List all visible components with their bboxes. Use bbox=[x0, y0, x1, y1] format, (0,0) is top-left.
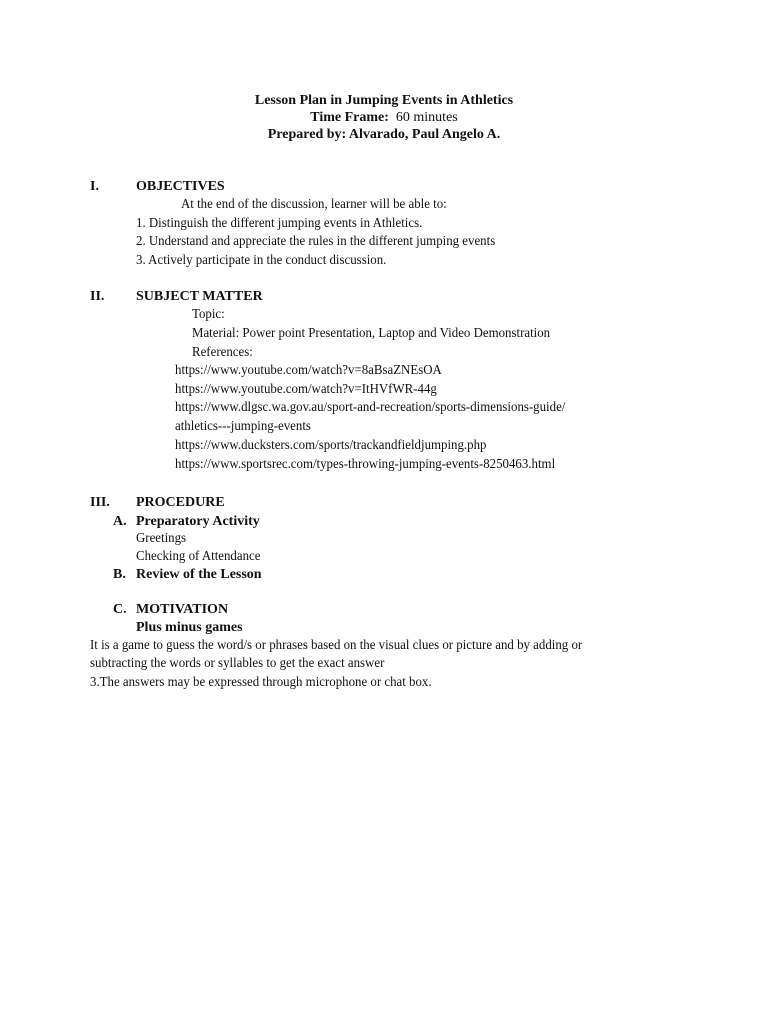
objectives-numeral: I. bbox=[90, 179, 99, 194]
procedure-c-description-3: 3.The answers may be expressed through microphone or chat box. bbox=[90, 675, 432, 690]
objective-item-2: 2. Understand and appreciate the rules in the different jumping events bbox=[136, 234, 496, 249]
subject-matter-numeral: II. bbox=[90, 289, 105, 304]
reference-link-1: https://www.youtube.com/watch?v=8aBsaZNEsOA bbox=[175, 363, 442, 378]
topic-line: Topic: bbox=[192, 307, 225, 322]
time-frame-label: Time Frame: bbox=[310, 110, 389, 125]
procedure-c-title: MOTIVATION bbox=[136, 602, 229, 617]
objectives-intro: At the end of the discussion, learner will be able to: bbox=[181, 197, 447, 212]
time-frame bbox=[0, 109, 768, 127]
procedure-a-item-1: Greetings bbox=[136, 531, 187, 546]
procedure-numeral: III. bbox=[90, 495, 110, 510]
procedure-heading: PROCEDURE bbox=[136, 495, 225, 510]
procedure-c-description-2: subtracting the words or syllables to get the exact answer bbox=[90, 656, 385, 671]
procedure-c-description-1: It is a game to guess the word/s or phrases based on the visual clues or picture and by adding or bbox=[90, 638, 583, 653]
reference-link-4: https://www.ducksters.com/sports/trackandfieldjumping.php bbox=[175, 438, 487, 453]
procedure-a-letter: A. bbox=[113, 514, 127, 529]
objective-item-3: 3. Actively participate in the conduct discussion. bbox=[136, 253, 387, 268]
reference-link-3: https://www.dlgsc.wa.gov.au/sport-and-recreation/sports-dimensions-guide/ bbox=[175, 400, 566, 415]
procedure-c-letter: C. bbox=[113, 602, 127, 617]
procedure-b-title: Review of the Lesson bbox=[136, 567, 262, 582]
reference-link-5: https://www.sportsrec.com/types-throwing-jumping-events-8250463.html bbox=[175, 457, 556, 472]
references-label: References: bbox=[192, 345, 253, 360]
reference-link-2: https://www.youtube.com/watch?v=ItHVfWR-44g bbox=[175, 382, 437, 397]
time-frame-value: 60 minutes bbox=[395, 110, 458, 125]
procedure-c-subtitle: Plus minus games bbox=[136, 620, 243, 635]
procedure-a-item-2: Checking of Attendance bbox=[136, 549, 261, 564]
prepared-by: Prepared by: Alvarado, Paul Angelo A. bbox=[267, 127, 501, 142]
subject-matter-heading: SUBJECT MATTER bbox=[136, 289, 263, 304]
reference-link-3-cont: athletics---jumping-events bbox=[175, 419, 311, 434]
objective-item-1: 1. Distinguish the different jumping events in Athletics. bbox=[136, 216, 423, 231]
objectives-heading: OBJECTIVES bbox=[136, 179, 225, 194]
procedure-a-title: Preparatory Activity bbox=[136, 514, 260, 529]
lesson-title: Lesson Plan in Jumping Events in Athletics bbox=[254, 93, 514, 108]
material-line: Material: Power point Presentation, Laptop and Video Demonstration bbox=[192, 326, 551, 341]
procedure-b-letter: B. bbox=[113, 567, 126, 582]
